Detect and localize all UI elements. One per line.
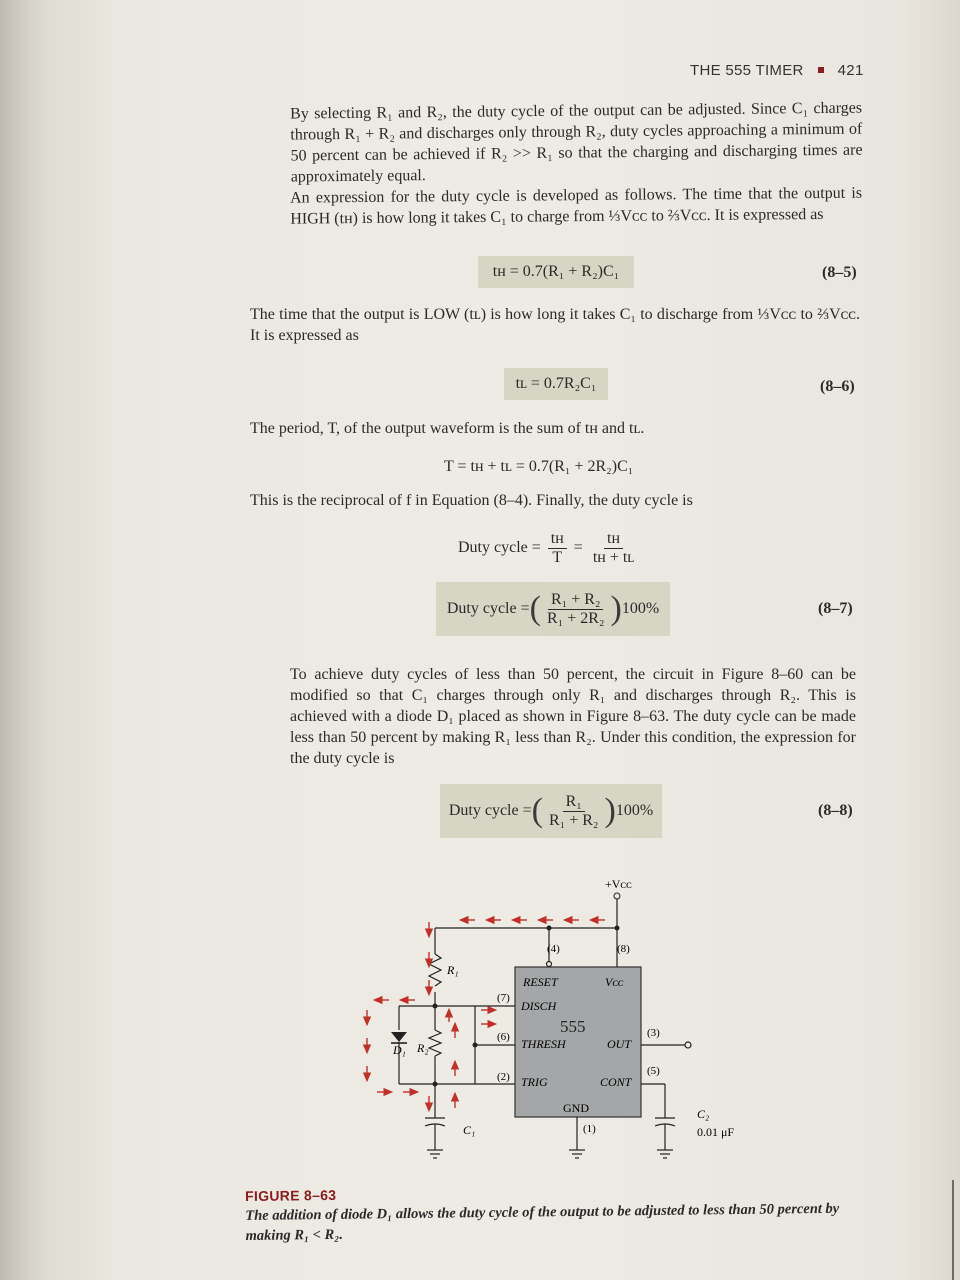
d1-label: D₁ (393, 1043, 406, 1057)
pin-reset-label: RESET (523, 975, 558, 989)
r2-label: R₂ (417, 1041, 429, 1055)
page-number: 421 (837, 62, 864, 79)
fraction (544, 591, 608, 628)
equation-suffix: 100% (615, 802, 654, 819)
fraction-numerator: R₁ (563, 793, 585, 812)
equation-lhs: Duty cycle = (448, 802, 532, 819)
equals-sign: = (573, 539, 583, 557)
pin-number-4: (4) (547, 943, 560, 955)
equation-number-8-8: (8–8) (818, 802, 853, 819)
vcc-terminal (614, 893, 620, 899)
right-paren: ) (604, 792, 616, 829)
paragraph-text: By selecting R₁ and R₂, the duty cycle of the output can be adjusted. Since C₁ charges through R₁ + R₂ and discharges only through R₂, duty cycles approaching a minimum of 50 percent can be achieved if R₂ >> R₁ so that the charging and discharging times are approximately equal. (290, 99, 863, 186)
fraction-numerator: tʜ (604, 530, 623, 549)
diode-symbol (391, 1032, 407, 1042)
pin-number-3: (3) (647, 1027, 660, 1039)
pin-gnd-label: GND (563, 1101, 589, 1115)
figure-label: FIGURE 8–63 (245, 1186, 337, 1204)
paragraph-low-time: The time that the output is LOW (tʟ) is how long it takes C₁ to discharge from ⅓Vᴄᴄ to ⅔Vᴄᴄ. It is expressed as (250, 306, 860, 344)
equation-8-6 (504, 368, 608, 400)
pin-out-label: OUT (607, 1037, 632, 1051)
equation-text: tʟ = 0.7R₂C₁ (515, 375, 597, 392)
equation-number-8-6: (8–6) (820, 378, 855, 395)
fraction-denominator: R₁ + R₂ (548, 811, 599, 829)
circuit-diagram-555-diode (355, 862, 775, 1172)
pin-trig-label: TRIG (521, 1075, 548, 1089)
paragraph-text: An expression for the duty cycle is developed as follows. The time that the output is HIGH (tʜ) is how long it takes C₁ to charge from ⅓Vᴄᴄ to ⅔Vᴄᴄ. It is expressed as (290, 184, 863, 228)
fraction (590, 530, 637, 567)
left-paren: ( (529, 590, 541, 627)
c2-label: C₂ (697, 1107, 710, 1121)
r1-label: R₁ (447, 963, 459, 977)
paragraph-expression-intro (248, 183, 862, 230)
pin-thresh-label: THRESH (521, 1037, 566, 1051)
pin-vcc-label: Vᴄᴄ (605, 975, 624, 989)
fraction-denominator: T (552, 549, 563, 566)
equation-8-7 (436, 582, 670, 636)
equation-suffix: 100% (621, 600, 660, 617)
equation-number-8-7: (8–7) (818, 600, 853, 617)
figure-caption-text: The addition of diode D₁ allows the duty cycle of the output to be adjusted to less than 50 percent by making R₁ < R₂. (245, 1200, 840, 1244)
page-binding-shadow (0, 0, 46, 1280)
fraction-denominator: tʜ + tʟ (592, 549, 635, 566)
left-paren: ( (531, 792, 543, 829)
pin-number-1: (1) (583, 1123, 596, 1135)
paragraph-reciprocal: This is the reciprocal of f in Equation (8–4). Finally, the duty cycle is (250, 492, 693, 509)
fraction-denominator: R₁ + 2R₂ (546, 609, 605, 627)
pin-cont-label: CONT (600, 1075, 632, 1089)
fraction (546, 793, 602, 830)
equation-8-5 (478, 256, 634, 288)
equation-number-8-5: (8–5) (822, 264, 857, 281)
pin-number-6: (6) (497, 1031, 510, 1043)
fraction-numerator: tʜ (548, 530, 567, 549)
equation-text: tʜ = 0.7(R₁ + R₂)C₁ (492, 263, 620, 280)
paragraph-duty-cycle-adjust (248, 98, 863, 188)
pin-number-8: (8) (617, 943, 630, 955)
figure-caption (245, 1180, 866, 1246)
right-paren: ) (610, 590, 622, 627)
equation-8-8 (440, 784, 662, 838)
c2-value-label: 0.01 μF (697, 1125, 735, 1139)
equation-lhs: Duty cycle = (446, 600, 530, 617)
page-edge (952, 1180, 954, 1280)
running-head-title: THE 555 TIMER (690, 62, 804, 79)
equation-period: T = tʜ + tʟ = 0.7(R₁ + 2R₂)C₁ (444, 458, 634, 475)
pin-disch-label: DISCH (521, 999, 557, 1013)
pin-number-7: (7) (497, 992, 510, 1004)
fraction (548, 530, 567, 567)
pin-number-5: (5) (647, 1065, 660, 1077)
equation-lhs: Duty cycle = (458, 539, 541, 557)
c1-label: C₁ (463, 1123, 476, 1137)
paragraph-period: The period, T, of the output waveform is the sum of tʜ and tʟ. (250, 420, 645, 437)
equation-duty-definition (458, 530, 640, 567)
vcc-label: +Vᴄᴄ (605, 877, 632, 891)
paragraph-less-than-50 (248, 664, 856, 769)
square-bullet-icon (818, 67, 824, 73)
running-head (690, 62, 864, 79)
pin-number-2: (2) (497, 1071, 510, 1083)
paragraph-text: To achieve duty cycles of less than 50 percent, the circuit in Figure 8–60 can be modified so that C₁ charges through only R₁ and discharges through R₂. This is achieved with a diode D₁ placed as shown in Figure 8–63. The duty cycle can be made less than 50 percent by making R₁ less than R₂. Under this condition, the expression for the duty cycle is (290, 666, 856, 767)
fraction-numerator: R₁ + R₂ (548, 591, 604, 610)
chip-label: 555 (560, 1017, 586, 1036)
